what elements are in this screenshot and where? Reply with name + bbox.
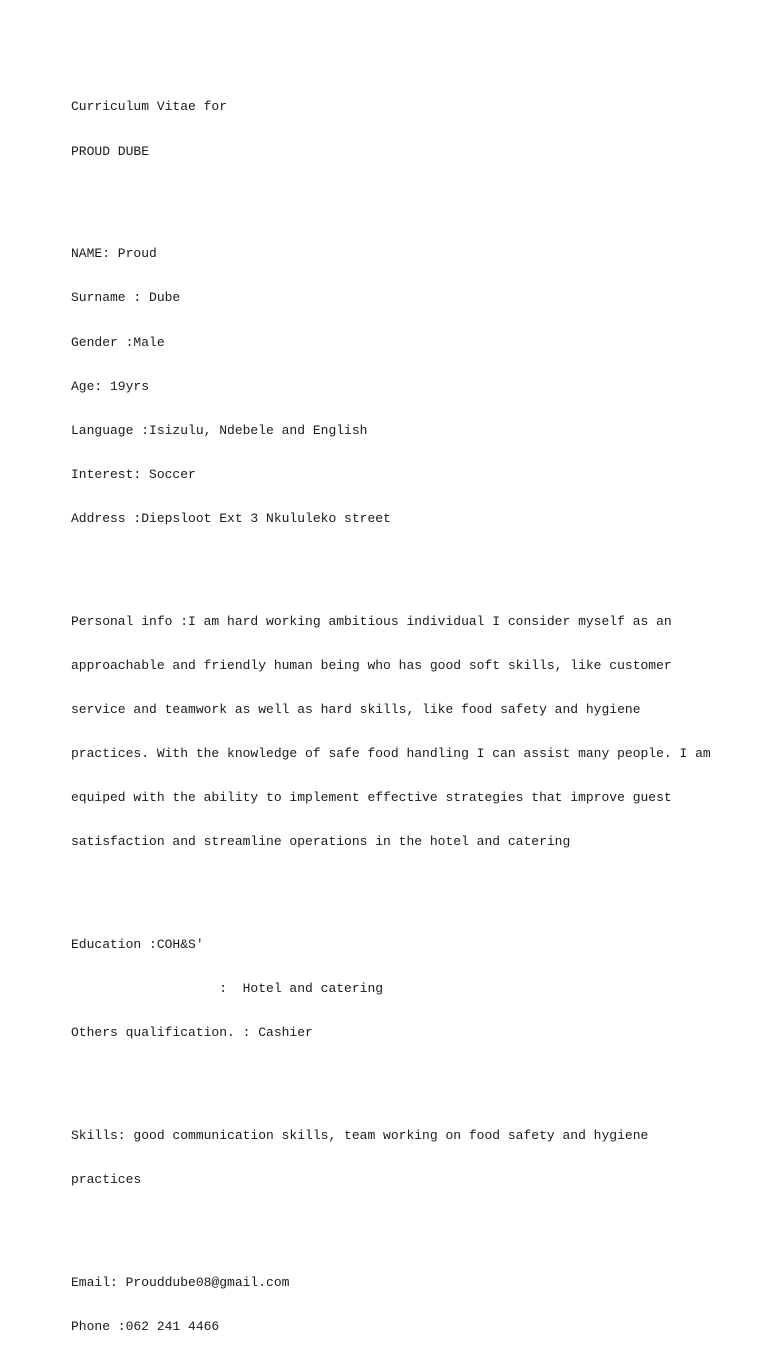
personal-info-line: approachable and friendly human being who has good soft skills, like customer: [71, 657, 672, 673]
personal-info-line: equiped with the ability to implement effective strategies that improve guest: [71, 790, 672, 806]
cv-title-line-2: PROUD DUBE: [71, 143, 150, 159]
skills-line: practices: [71, 1172, 142, 1188]
qualification-line: Others qualification. : Cashier: [71, 1025, 313, 1041]
blank-line: [71, 879, 751, 894]
blank-line: [71, 556, 751, 571]
blank-line: [71, 1070, 751, 1085]
phone-line: Phone :062 241 4466: [71, 1319, 220, 1335]
blank-line: [71, 189, 751, 204]
education-line: Education :COH&S': [71, 937, 204, 953]
cv-text: [71, 71, 751, 1364]
email-line: Email: Prouddube08@gmail.com: [71, 1275, 290, 1291]
personal-info-line: practices. With the knowledge of safe food handling I can assist many people. I am: [71, 746, 711, 762]
cv-title-line-1: Curriculum Vitae for: [71, 99, 228, 115]
age-line: Age: 19yrs: [71, 378, 150, 394]
language-line: Language :Isizulu, Ndebele and English: [71, 422, 368, 438]
surname-line: Surname : Dube: [71, 290, 181, 306]
blank-line: [71, 1217, 751, 1232]
address-line: Address :Diepsloot Ext 3 Nkululeko street: [71, 510, 391, 526]
personal-info-line: service and teamwork as well as hard skills, like food safety and hygiene: [71, 702, 641, 718]
skills-line: Skills: good communication skills, team working on food safety and hygiene: [71, 1128, 649, 1144]
gender-line: Gender :Male: [71, 334, 165, 350]
personal-info-line: satisfaction and streamline operations in the hotel and catering: [71, 834, 571, 850]
interest-line: Interest: Soccer: [71, 466, 196, 482]
education-line: : Hotel and catering: [71, 981, 384, 997]
name-line: NAME: Proud: [71, 246, 157, 262]
personal-info-line: Personal info :I am hard working ambitious individual I consider myself as an: [71, 613, 672, 629]
